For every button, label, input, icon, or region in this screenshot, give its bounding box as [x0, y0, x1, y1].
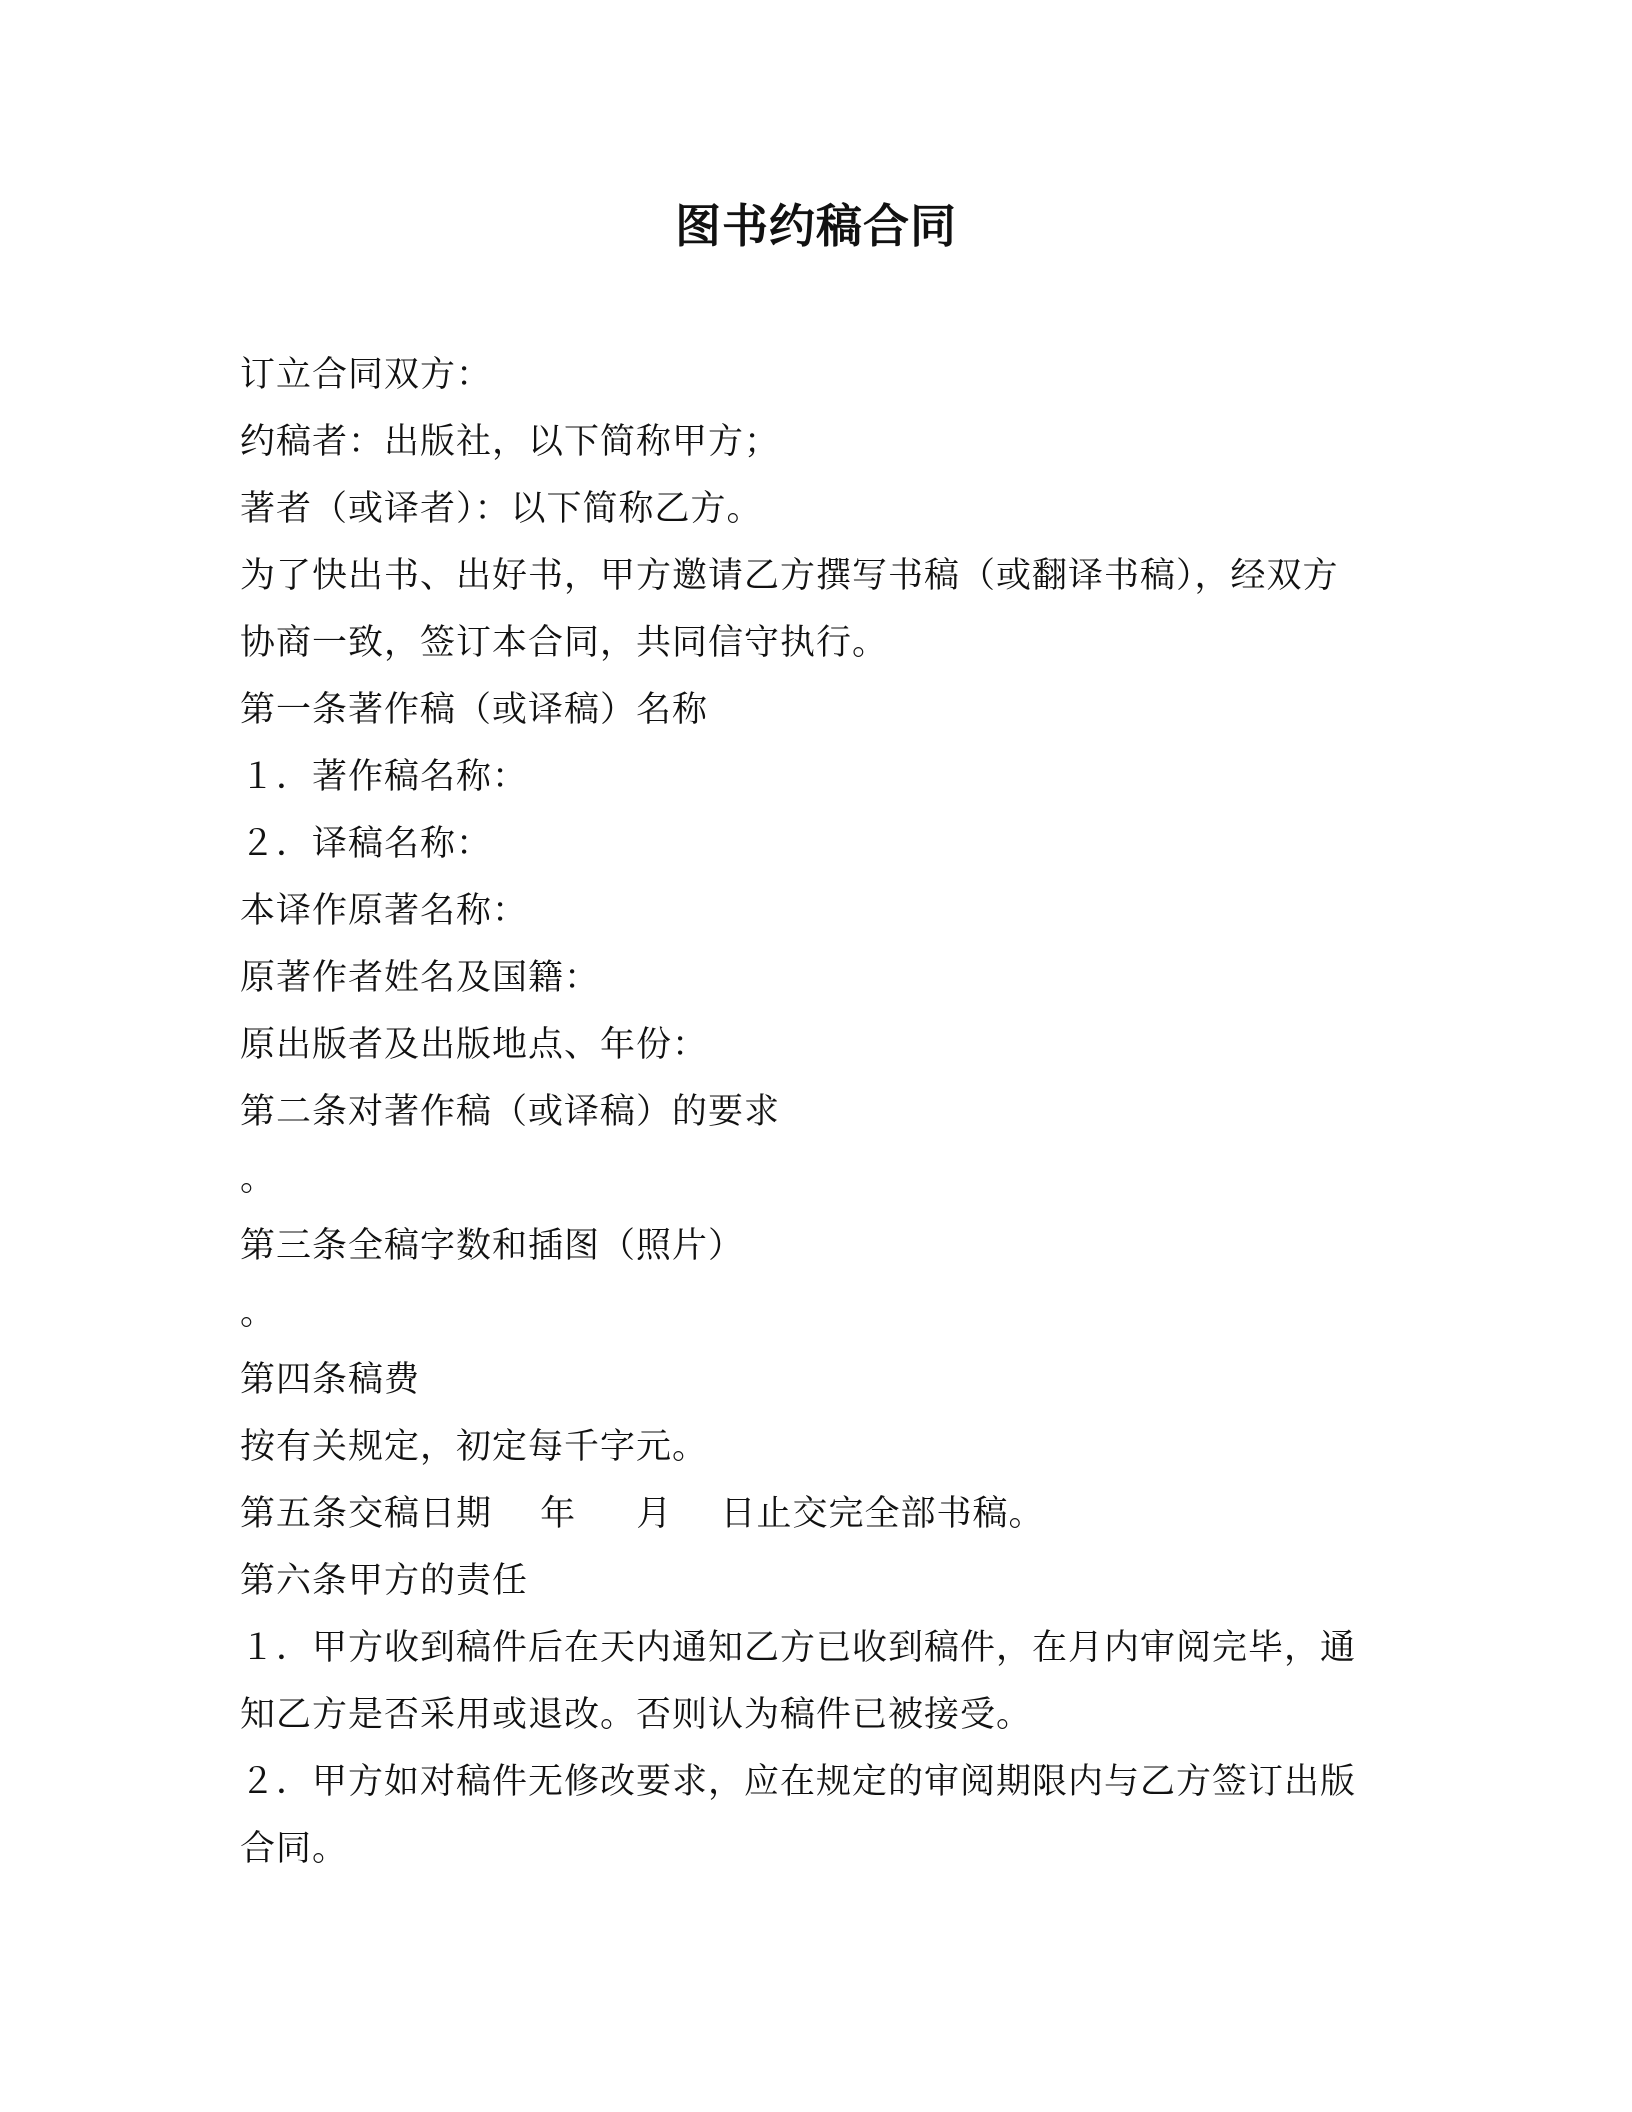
document-title: 图书约稿合同 [675, 199, 957, 253]
article-2-body: 。 [240, 1159, 277, 1199]
original-title-line: 本译作原著名称： [240, 891, 529, 931]
article-2-heading: 第二条对著作稿（或译稿）的要求 [240, 1092, 781, 1132]
article-6-item-1-line-2: 知乙方是否采用或退改。否则认为稿件已被接受。 [240, 1695, 1033, 1735]
article-1-item-2: ２．译稿名称： [240, 824, 493, 864]
article-1-item-1: １．著作稿名称： [240, 757, 529, 797]
article-6-item-2-line-1: ２．甲方如对稿件无修改要求，应在规定的审阅期限内与乙方签订出版 [240, 1762, 1357, 1802]
article-3-body: 。 [240, 1293, 277, 1333]
article-3-heading: 第三条全稿字数和插图（照片） [240, 1226, 745, 1266]
party-b-line: 著者（或译者）：以下简称乙方。 [240, 489, 763, 529]
preamble-line-1: 为了快出书、出好书，甲方邀请乙方撰写书稿（或翻译书稿），经双方 [240, 556, 1339, 596]
document-body [240, 342, 1390, 1883]
party-a-line: 约稿者：出版社，以下简称甲方； [240, 422, 781, 462]
preamble-line-2: 协商一致，签订本合同，共同信守执行。 [240, 623, 889, 663]
article-6-item-2-line-2: 合同。 [240, 1829, 349, 1869]
article-6-item-1-line-1: １．甲方收到稿件后在天内通知乙方已收到稿件，在月内审阅完毕，通 [240, 1628, 1357, 1668]
article-4-heading: 第四条稿费 [240, 1360, 421, 1400]
original-publisher-line: 原出版者及出版地点、年份： [240, 1025, 709, 1065]
article-5-line: 第五条交稿日期 年 月 日止交完全部书稿。 [240, 1494, 1045, 1534]
article-4-body: 按有关规定，初定每千字元。 [240, 1427, 709, 1467]
article-1-heading: 第一条著作稿（或译稿）名称 [240, 690, 709, 730]
article-6-heading: 第六条甲方的责任 [240, 1561, 529, 1601]
parties-heading: 订立合同双方： [240, 355, 493, 395]
original-author-line: 原著作者姓名及国籍： [240, 958, 601, 998]
